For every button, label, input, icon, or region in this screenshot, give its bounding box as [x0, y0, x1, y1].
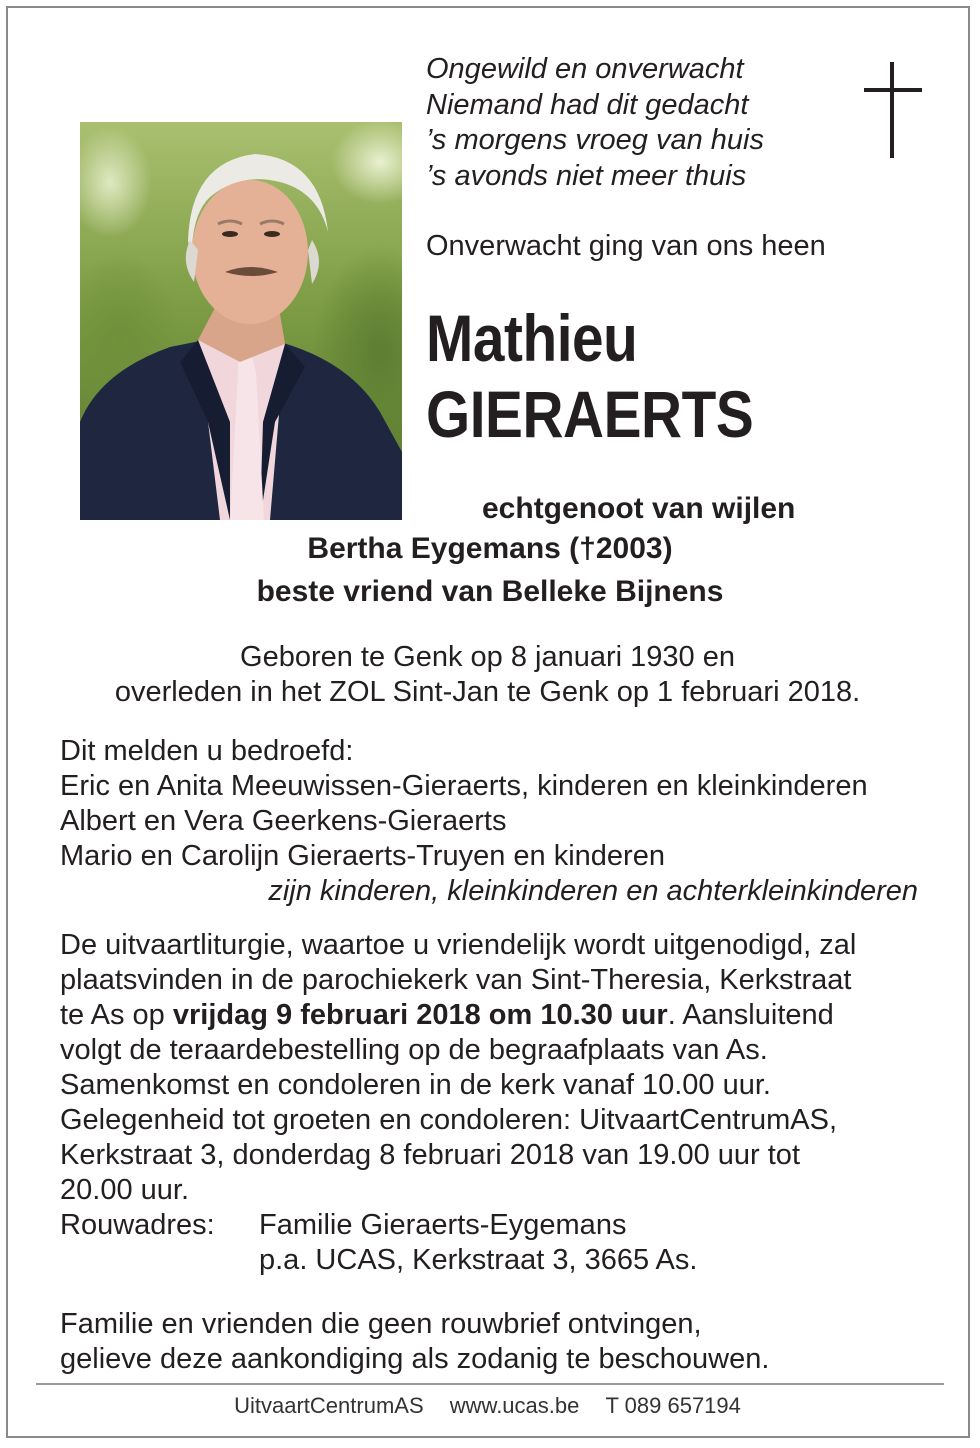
footer-website[interactable]: www.ucas.be [449, 1393, 580, 1418]
footer-phone: T 089 657194 [605, 1393, 741, 1418]
relation-line: beste vriend van Belleke Bijnens [256, 575, 724, 608]
announcement [60, 734, 920, 909]
portrait-illustration [80, 122, 402, 520]
family-line: Eric en Anita Meeuwissen-Gieraerts, kinderen en kleinkinderen [60, 770, 868, 802]
closing-line: Familie en vrienden die geen rouwbrief ontvingen, [60, 1308, 702, 1340]
poem-line: Ongewild en onverwacht [426, 53, 744, 85]
closing-note [60, 1307, 920, 1377]
ceremony-line [60, 998, 920, 1033]
ceremony-line: Gelegenheid tot groeten en condoleren: UitvaartCentrumAS, [60, 1104, 838, 1136]
poem-line: ’s morgens vroeg van huis [426, 124, 764, 156]
relation-line: Bertha Eygemans (†2003) [307, 532, 673, 565]
address-row [60, 1208, 920, 1243]
relation-line: echtgenoot van wijlen [482, 492, 796, 525]
closing-line: gelieve deze aankondiging als zodanig te beschouwen. [60, 1343, 770, 1375]
ceremony-line: plaatsvinden in de parochiekerk van Sint-Theresia, Kerkstraat [60, 964, 852, 996]
address-line: Familie Gieraerts-Eygemans [259, 1209, 627, 1241]
cross-icon [864, 62, 922, 158]
ceremony-date: vrijdag 9 februari 2018 om 10.30 uur [172, 999, 668, 1031]
intro-text: Onverwacht ging van ons heen [426, 230, 826, 262]
address-row [60, 1243, 920, 1278]
birth-death-info [0, 640, 975, 710]
ceremony-line: 20.00 uur. [60, 1174, 189, 1206]
deceased-name [426, 300, 753, 452]
address-line: p.a. UCAS, Kerkstraat 3, 3665 As. [259, 1244, 698, 1276]
first-name: Mathieu [426, 301, 638, 375]
address-spacer [60, 1243, 259, 1278]
address-label: Rouwadres: [60, 1209, 215, 1241]
footer-company: UitvaartCentrumAS [234, 1393, 424, 1418]
ceremony-line: Kerkstraat 3, donderdag 8 februari 2018 van 19.00 uur tot [60, 1139, 800, 1171]
poem-line: Niemand had dit gedacht [426, 88, 749, 121]
family-line: Albert en Vera Geerkens-Gieraerts [60, 805, 507, 837]
ceremony-line: volgt de teraardebestelling op de begraafplaats van As. [60, 1034, 768, 1066]
family-line: Mario en Carolijn Gieraerts-Truyen en kinderen [60, 840, 665, 872]
ceremony-line: Samenkomst en condoleren in de kerk vanaf 10.00 uur. [60, 1069, 771, 1101]
ceremony-info [60, 928, 920, 1278]
ceremony-line: De uitvaartliturgie, waartoe u vriendelijk wordt uitgenodigd, zal [60, 929, 857, 961]
portrait-photo [80, 122, 402, 520]
last-name: GIERAERTS [426, 377, 754, 451]
birth-line: Geboren te Genk op 8 januari 1930 en [240, 641, 735, 673]
death-line: overleden in het ZOL Sint-Jan te Genk op 1 februari 2018. [114, 676, 861, 708]
poem [426, 52, 846, 194]
poem-line: ’s avonds niet meer thuis [426, 159, 747, 192]
ceremony-text: te As op [60, 999, 173, 1031]
footer [0, 1393, 975, 1419]
family-signoff: zijn kinderen, kleinkinderen en achterkleinkinderen [268, 875, 918, 907]
footer-divider [36, 1383, 944, 1385]
announce-heading: Dit melden u bedroefd: [60, 735, 354, 767]
ceremony-text: . Aansluitend [667, 999, 834, 1031]
